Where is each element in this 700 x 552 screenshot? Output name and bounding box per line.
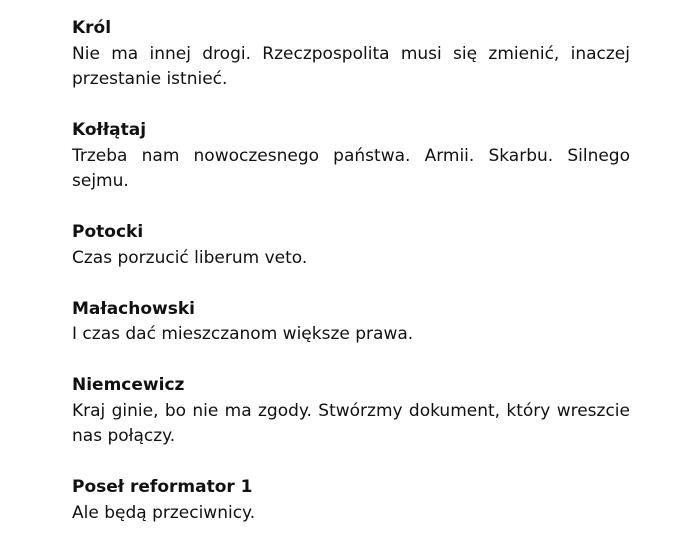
dialogue-text: Kraj ginie, bo nie ma zgody. Stwórzmy dokument, który wreszcie nas połączy. xyxy=(72,400,630,446)
dialogue-text: Nie ma innej drogi. Rzeczpospolita musi się zmienić, inaczej przestanie istnieć. xyxy=(72,43,630,89)
dialogue-entry xyxy=(72,16,630,93)
dialogue-text: I czas dać mieszczanom większe prawa. xyxy=(72,324,414,344)
speaker-name: Poseł reformator 1 xyxy=(72,477,253,497)
speaker-name: Król xyxy=(72,18,112,38)
dialogue-entry xyxy=(72,475,630,526)
speaker-name: Małachowski xyxy=(72,298,195,319)
dialogue-entry xyxy=(72,373,630,450)
dialogue-entry xyxy=(72,118,630,195)
dialogue-text: Trzeba nam nowoczesnego państwa. Armii. Skarbu. Silnego sejmu. xyxy=(72,145,630,191)
dialogue-entry xyxy=(72,297,630,348)
dialogue-text: Czas porzucić liberum veto. xyxy=(72,247,308,268)
speaker-name: Niemcewicz xyxy=(72,375,185,395)
dialogue-entry xyxy=(72,220,630,271)
document-body xyxy=(72,16,630,552)
speaker-name: Kołłątaj xyxy=(72,120,147,140)
speaker-name: Potocki xyxy=(72,222,144,242)
dialogue-text: Ale będą przeciwnicy. xyxy=(72,502,256,523)
